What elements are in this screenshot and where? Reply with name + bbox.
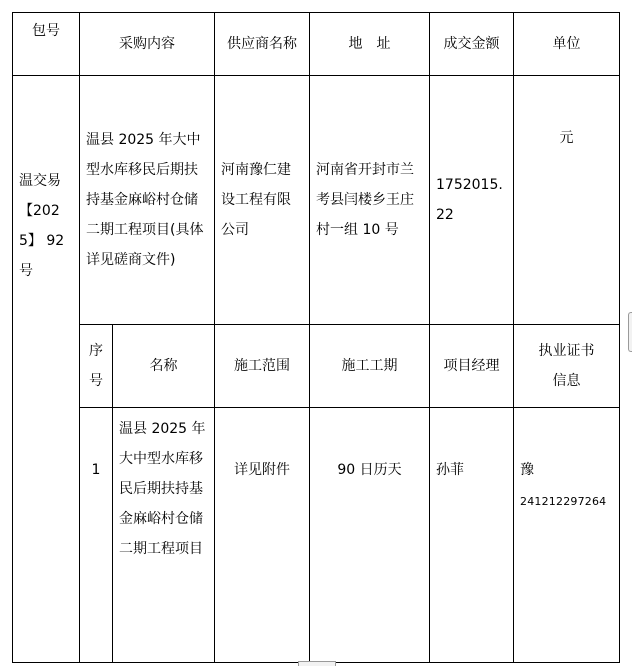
side-scroll-handle[interactable] [628,312,632,352]
sub-header-scope: 施工范围 [215,325,310,408]
header-amount: 成交金额 [430,13,514,76]
package-number: 温交易【2025】 92号 [13,76,80,663]
amount-unit: 元 [514,76,620,325]
sub-header-name: 名称 [113,325,215,408]
project-seq: 1 [80,408,113,663]
project-name: 温县 2025 年大中型水库移民后期扶持基金麻峪村仓储二期工程项目 [113,408,215,663]
header-supplier: 供应商名称 [215,13,310,76]
supplier-address: 河南省开封市兰考县闫楼乡王庄村一组 10 号 [310,76,430,325]
sub-header-period: 施工工期 [310,325,430,408]
supplier-name: 河南豫仁建设工程有限公司 [215,76,310,325]
bottom-scroll-handle[interactable] [298,661,336,666]
header-pkg: 包号 [13,13,80,76]
header-unit: 单位 [514,13,620,76]
header-content: 采购内容 [80,13,215,76]
construction-period: 90 日历天 [310,408,430,663]
certificate-number: 241212297264 [520,495,607,508]
construction-scope: 详见附件 [215,408,310,663]
sub-header-cert: 执业证书信息 [514,325,620,408]
project-row [13,408,620,663]
certificate-info [514,408,620,663]
sub-header-manager: 项目经理 [430,325,514,408]
award-table [12,12,620,663]
award-row [13,76,620,325]
header-row [13,13,620,76]
certificate-province: 豫 [520,462,534,478]
sub-header-row [13,325,620,408]
transaction-amount: 1752015.22 [430,76,514,325]
procurement-content: 温县 2025 年大中型水库移民后期扶持基金麻峪村仓储二期工程项目(具体详见磋商文件) [80,76,215,325]
sub-header-seq: 序号 [80,325,113,408]
project-manager: 孙菲 [430,408,514,663]
header-address: 地 址 [310,13,430,76]
